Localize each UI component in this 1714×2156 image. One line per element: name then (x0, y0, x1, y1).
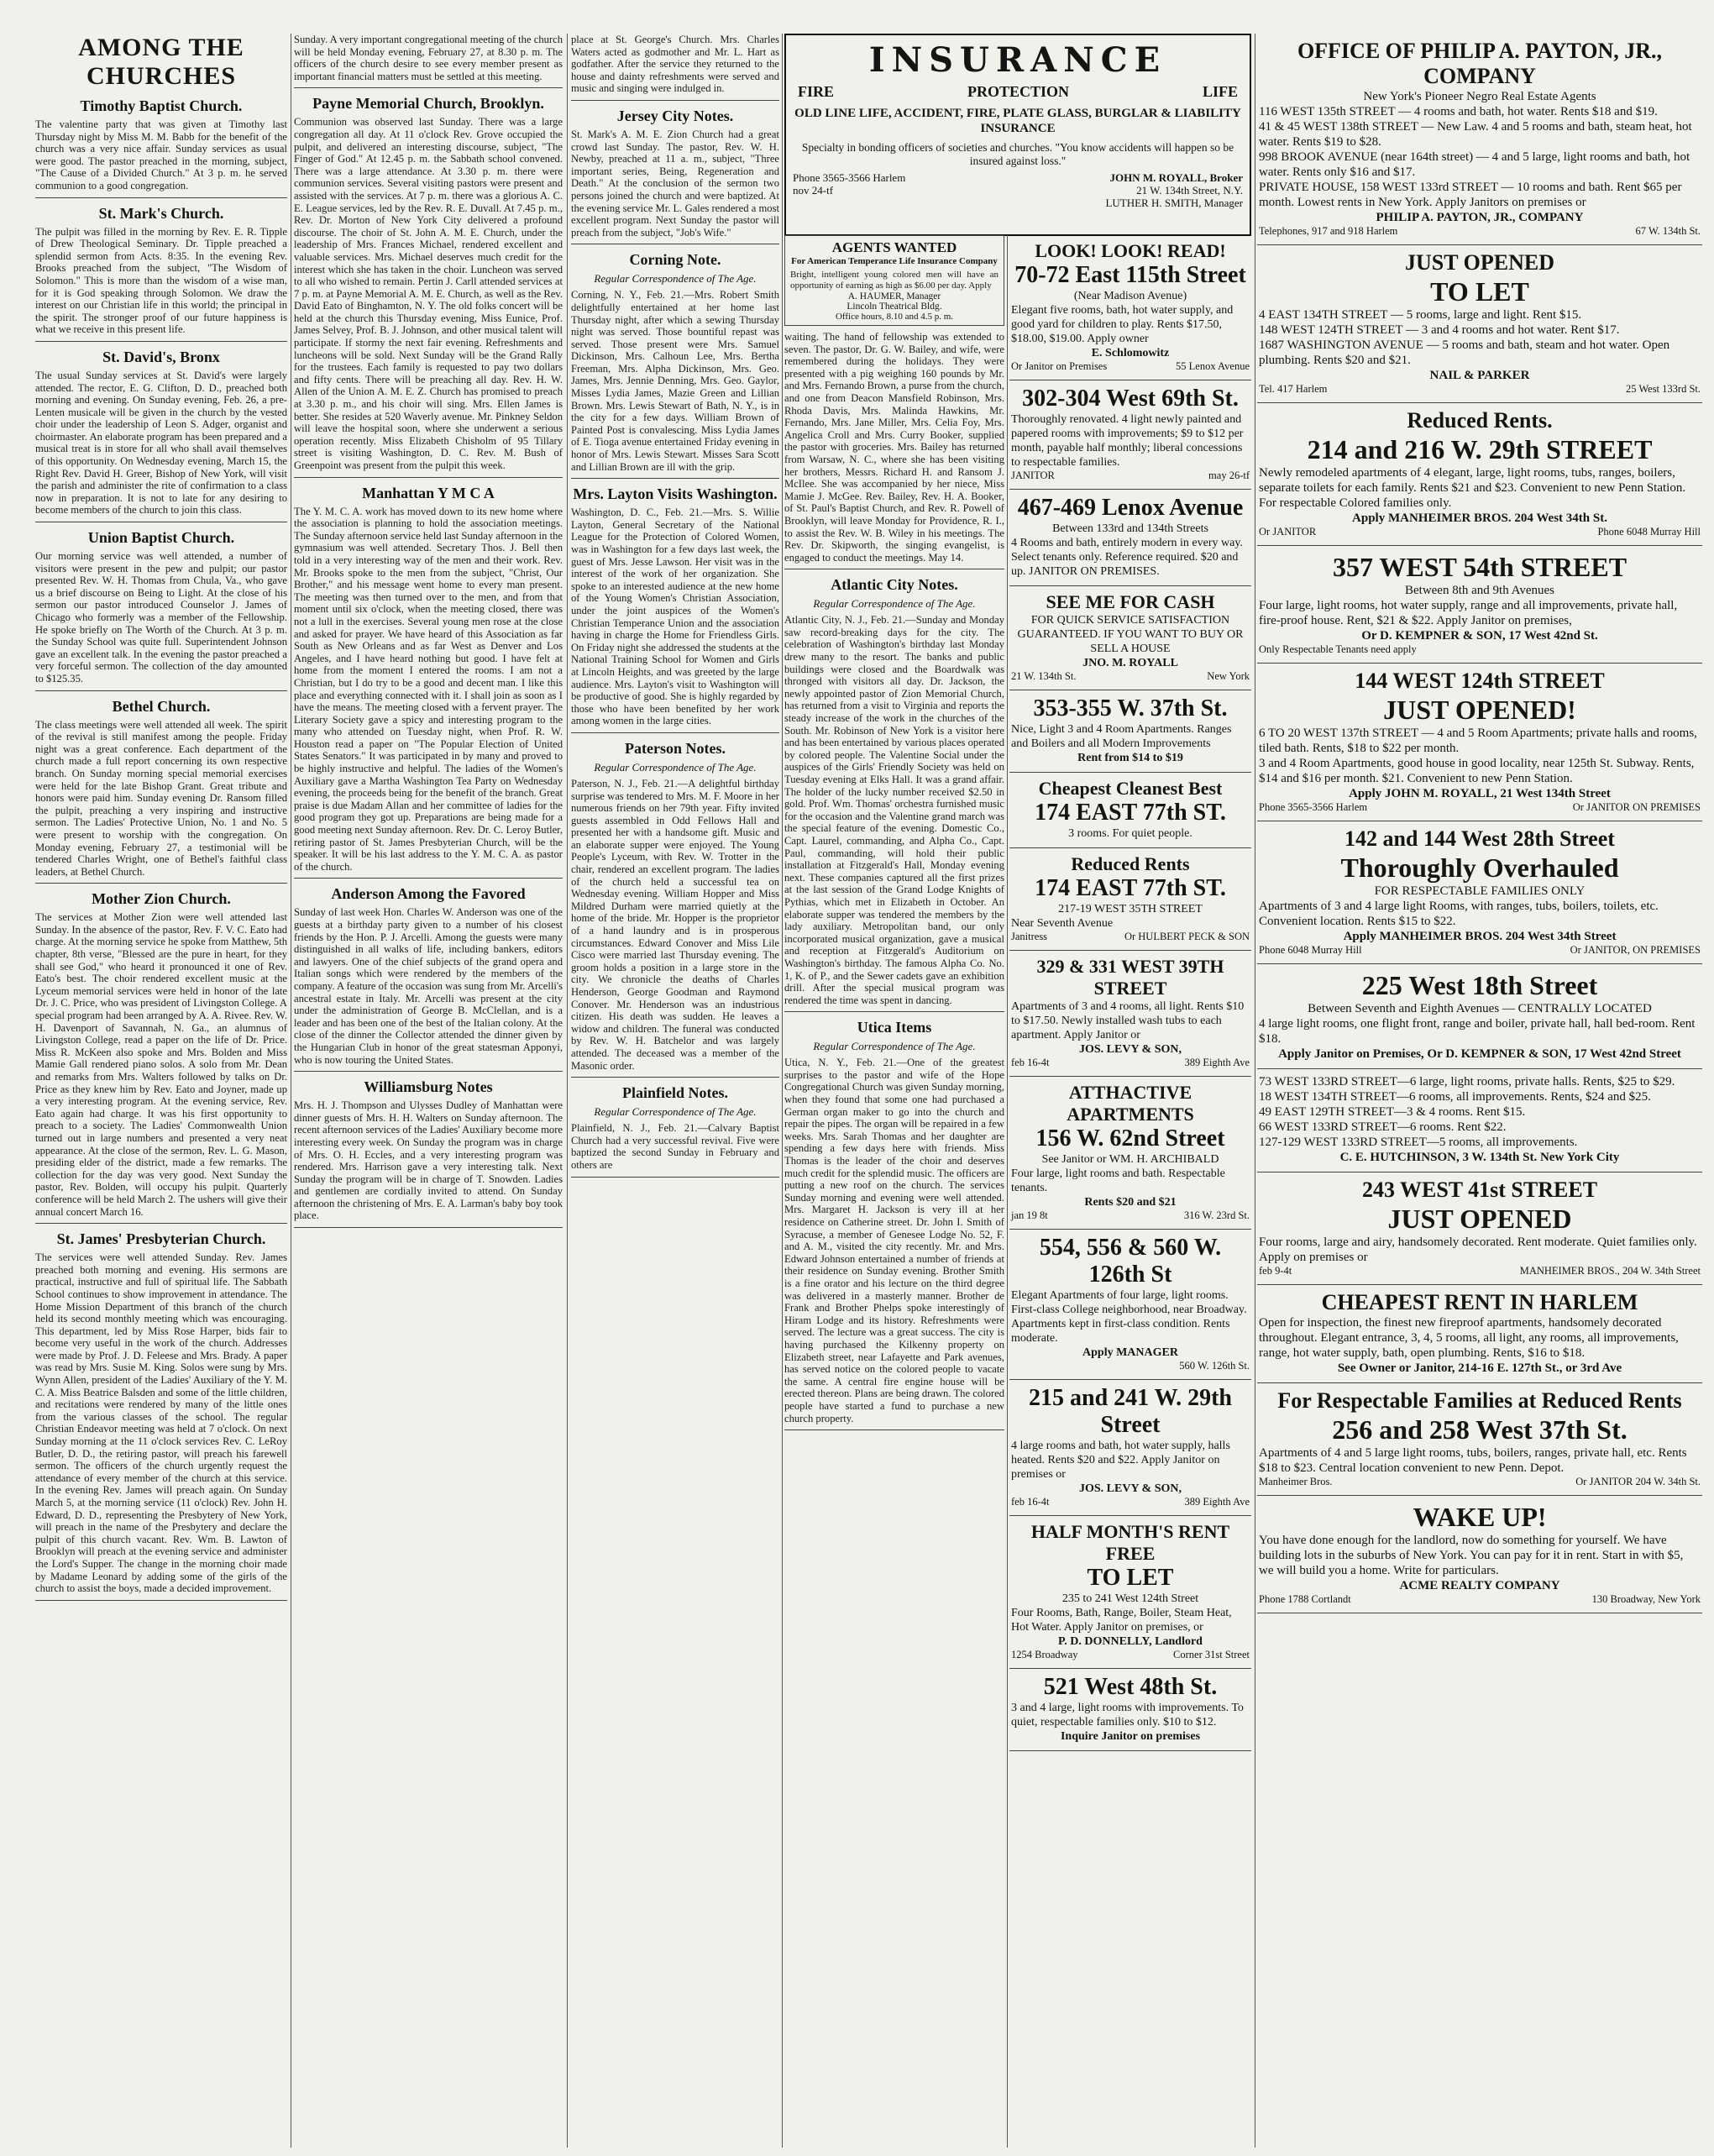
article-title: Mrs. Layton Visits Washington. (573, 485, 778, 503)
ad-address: TO LET (1430, 276, 1529, 307)
article-body: St. Mark's A. M. E. Zion Church had a great crowd last Sunday. The pastor, Rev. W. H. Newby, preached at 11 a. m., subject, "Three important series, Being, Regeneration and Death." At the conclusion of the sermon two persons joined the church and were baptized. At the evening service Mr. L. Gales rendered a most excellent program. Next Sunday the pastor will preach from the subject, "Job's Wife." (571, 128, 779, 239)
article-body: The valentine party that was given at Timothy last Thursday night by Miss M. M. Babb for the benefit of the church was a very nice affair. Sunday services as usual were good. The pastor preached in the morning, subject, "The Cause of a Divided Church." At 3 p. m. he served communion to a good congregation. (35, 118, 287, 191)
article-divider (784, 1429, 1004, 1430)
article-divider (294, 87, 563, 88)
article-body: Washington, D. C., Feb. 21.—Mrs. S. Willie Layton, General Secretary of the National League for the Protection of Colored Women, was in Washington for a few days last week, the guest of Mrs. Jesse Lawson. Her visit was in the interest of the work of her organization. She spoke to an interested audience at the new home of the Young Women's Christian Association, under the joint auspices of the Women's Christian Temperance Union and the association having in charge the Home for Friendless Girls. On Friday night she addressed the students at the National Training School for Women and Girls at Lincoln Heights, and was greeted by the large audience. Mrs. Layton's visit to Washington will be productive of good. She is highly regarded by those who have been benefited by her work among women in the large cities. (571, 506, 779, 727)
ad-footer-right: 389 Eighth Ave (1184, 1057, 1250, 1068)
ad-body: Apartments of 4 and 5 large light rooms, tubs, boilers, ranges, private hall, etc. Rents $18 to $23. Central location convenient to new Penn. Depot. (1259, 1446, 1687, 1475)
ad-footer (1011, 670, 1250, 683)
ad-footer (1011, 469, 1250, 482)
ad-listing: 116 WEST 135th STREET — 4 rooms and bath, hot water. Rents $18 and $19. (1259, 105, 1658, 118)
article-body: place at St. George's Church. Mrs. Charles Waters acted as godmother and Mr. L. Hart as godfather. After the service they returned to the house and dainty refreshments were served and music and singing were indulged in. (571, 34, 779, 95)
ad-body: Elegant five rooms, bath, hot water supply, and good yard for children to play. Rents $17.50, $18.00, $19.00. Apply owner (1011, 304, 1234, 345)
ad-body: Thoroughly renovated. 4 light newly painted and papered rooms with improvements; $9 to $12 per month, payable half monthly; liberal concessions to respectable families. (1011, 413, 1244, 469)
classified-ad (1257, 1285, 1702, 1383)
ad-address: 174 EAST 77th ST. (1035, 875, 1226, 901)
classified-ad (1257, 245, 1702, 403)
article-dateline: Regular Correspondence of The Age. (594, 272, 757, 286)
ad-body: 3 and 4 large, light rooms with improvements. To quiet, respectable families only. $10 to $12. (1011, 1702, 1244, 1728)
ad-body: Nice, Light 3 and 4 Room Apartments. Ranges and Boilers and all Modern Improvements (1011, 723, 1232, 750)
article-divider (571, 1177, 779, 1178)
ad-listing: 18 WEST 134TH STREET—6 rooms, all improvements. Rents, $24 and $25. (1259, 1090, 1651, 1104)
ad-body: Four large, light rooms, hot water supply, range and all improvements, private hall, fire-proof house. Rent, $21 & $22. Apply Janitor on premises, (1259, 599, 1678, 627)
ad-signature: See Owner or Janitor, 214-16 E. 127th St., or 3rd Ave (1337, 1361, 1622, 1375)
ad-address: Thoroughly Overhauled (1340, 852, 1619, 883)
ad-footer-left: 21 W. 134th St. (1011, 670, 1077, 682)
ad-footer (1011, 1057, 1250, 1069)
ad-footer-left: Phone 1788 Cortlandt (1259, 1593, 1351, 1605)
column-atlantic-utica (784, 235, 1004, 2148)
classified-ad (1009, 586, 1251, 690)
ad-footer-left: feb 16-4t (1011, 1496, 1050, 1508)
article-dateline: Regular Correspondence of The Age. (813, 1040, 976, 1053)
insurance-ad (784, 34, 1251, 236)
article-title: Williamsburg Notes (364, 1078, 493, 1096)
ad-listing: 73 WEST 133RD STREET—6 large, light rooms, private halls. Rents, $25 to $29. (1259, 1075, 1675, 1088)
ad-signature: P. D. DONNELLY, Landlord (1058, 1635, 1203, 1648)
ad-body: Near Seventh Avenue (1011, 917, 1114, 930)
ad-signature: JOS. LEVY & SON, (1078, 1482, 1182, 1495)
ad-signature: Rents $20 and $21 (1084, 1196, 1177, 1209)
ad-footer (1259, 383, 1701, 396)
ad-listing: 41 & 45 WEST 138th STREET — New Law. 4 and 5 rooms and bath, steam heat, hot water. Rents $19 to $28. (1259, 120, 1692, 149)
article-title: St. Mark's Church. (98, 204, 224, 222)
ad-footer-right: Or HULBERT PECK & SON (1124, 931, 1250, 942)
ad-address: 215 and 241 W. 29th Street (1029, 1385, 1232, 1438)
classified-ad (1009, 1077, 1251, 1230)
article-body: The class meetings were well attended all week. The spirit of the revival is still manifest among the people. Friday night was a great conference. Each department of the church made a full report concerning its own respective branch. On Sunday morning special memorial exercises were held for the late Bishop Grant. Great tribute and honors were paid him. Sunday evening Dr. Ransom filled the pulpit, preaching a very inspiring and instructive sermon. The Ladies' Protective Union, No. 1 and No. 5 were present to worship with the congregation. On Monday evening, February 27, a testimonial will be tendered Charles Wright, one of Bethel's faithful class leaders, at Bethel Church. (35, 718, 287, 878)
article-title: Bethel Church. (112, 697, 211, 715)
article-divider (571, 478, 779, 479)
ad-signature: ACME REALTY COMPANY (1399, 1579, 1560, 1592)
article-divider (35, 883, 287, 884)
ad-footer-left: Or JANITOR (1259, 526, 1317, 538)
ad-heading: SEE ME FOR CASH (1046, 591, 1215, 612)
article-divider (35, 197, 287, 198)
ad-address: 174 EAST 77th ST. (1035, 800, 1226, 826)
ad-heading: Cheapest Cleanest Best (1038, 778, 1223, 799)
ad-listing: 6 TO 20 WEST 137th STREET — 4 and 5 Room Apartments; private halls and rooms, tiled bath. Rents, $18 to $22 per month. (1259, 727, 1697, 755)
ad-subline: See Janitor or WM. H. ARCHIBALD (1041, 1153, 1219, 1166)
article-title: St. David's, Bronx (102, 348, 220, 365)
ad-footer-left: Tel. 417 Harlem (1259, 383, 1328, 395)
insurance-types (798, 83, 1238, 101)
ad-subline: Between 133rd and 134th Streets (1052, 522, 1208, 535)
insurance-specialty: Specialty in bonding officers of societies and churches. "You know accidents will happen so be insured against loss." (801, 141, 1234, 167)
ad-footer (1011, 360, 1250, 373)
insurance-phone: Phone 3565-3566 Harlem (793, 171, 906, 184)
ad-listing: 148 WEST 124TH STREET — 3 and 4 rooms and hot water. Rent $17. (1259, 323, 1620, 337)
ad-footer (1259, 1593, 1701, 1606)
article-title: Payne Memorial Church, Brooklyn. (312, 95, 544, 113)
agents-place: Lincoln Theatrical Bldg. (847, 302, 942, 312)
article-body: waiting. The hand of fellowship was extended to seven. The pastor, Dr. G. W. Bailey, and wife, were remembered during the holidays. They were presented with a pig weighing 160 pounds by Mr. and Mrs. Fernando Brown, a purse from the church, and one from Deacon Mansfield Robinson, Mrs. Rhoda Davis, Mrs. Malinda Hawkins, Mr. Fernando, Mrs. Jane Miller, Mrs. Celia Foy, Mrs. Angelica Croll and Mrs. Curry Booker, supplied the pastor with groceries. Mrs. Bailey has returned from Warsaw, N. C., where she has been visiting her brothers, Messrs. Richard H. and Ransom J. McIlee. She was accompanied by her niece, Miss Mamie J. McGee. Rev. Bailey, Rev. H. A. Booker, of St. Paul's Baptist Church, and Rev. R. Powell of Brooklyn, will leave Monday for Providence, R. I., to assist the Rev. W. B. Wiley in his meetings. The Rev. Dr. Skipworth, the singing evangelist, is engaged to conduct the meetings. May 14. (784, 331, 1004, 564)
article-divider (35, 1600, 287, 1601)
ad-body: 1687 WASHINGTON AVENUE — 5 rooms and bath, steam and hot water. Open plumbing. Rents $20 and $21. (1259, 338, 1670, 367)
ad-signature: JOS. LEVY & SON, (1078, 1043, 1182, 1056)
classified-ad (1257, 1496, 1702, 1613)
column-churches (35, 34, 287, 2148)
ad-footer-right: Or JANITOR ON PREMISES (1572, 801, 1701, 813)
classified-ad (1257, 1172, 1702, 1285)
ad-footer-right: 560 W. 126th St. (1179, 1360, 1250, 1372)
ad-listing: 49 EAST 129TH STREET—3 & 4 rooms. Rent $15. (1259, 1105, 1526, 1119)
ad-body: Four Rooms, Bath, Range, Boiler, Steam Heat, Hot Water. Apply Janitor on premises, or (1011, 1607, 1232, 1634)
article-title: Union Baptist Church. (87, 529, 235, 547)
ad-footer-left: Only Respectable Tenants need apply (1259, 643, 1417, 655)
classified-ad (1257, 821, 1702, 964)
ad-footer (1011, 931, 1250, 943)
article-divider (294, 1227, 563, 1228)
insurance-footer (793, 171, 1243, 209)
ad-footer-left: Phone 6048 Murray Hill (1259, 944, 1362, 956)
ad-footer-right: Phone 6048 Murray Hill (1597, 526, 1701, 538)
ad-footer-right: 67 W. 134th St. (1635, 225, 1701, 237)
column-rule (567, 34, 568, 2148)
ad-signature: JNO. M. ROYALL (1082, 657, 1178, 669)
classified-ad (1257, 964, 1702, 1069)
ad-address: 214 and 216 W. 29th STREET (1307, 434, 1653, 464)
ad-body: Four large, light rooms and bath. Respectable tenants. (1011, 1167, 1225, 1194)
ad-body: Four rooms, large and airy, handsomely decorated. Rent moderate. Quiet families only. Apply on premises or (1259, 1235, 1697, 1264)
ad-body: 4 large light rooms, one flight front, range and boiler, private hall, hall bed-room. Rent $18. (1259, 1017, 1696, 1046)
ad-subline: 235 to 241 West 124th Street (1061, 1592, 1199, 1605)
ad-signature: Inquire Janitor on premises (1060, 1730, 1201, 1743)
ad-subline: New York's Pioneer Negro Real Estate Agents (1363, 90, 1596, 103)
column-local-notes (571, 34, 779, 2148)
article-title: St. James' Presbyterian Church. (56, 1230, 266, 1248)
section-heading: AMONG THE CHURCHES (78, 34, 244, 90)
ad-footer-left: Telephones, 917 and 918 Harlem (1259, 225, 1398, 237)
ad-signature: Apply JOHN M. ROYALL, 21 West 134th Street (1349, 787, 1611, 800)
classified-ad (1009, 848, 1251, 951)
ad-address: 156 W. 62nd Street (1035, 1125, 1225, 1151)
classified-ad (1009, 1516, 1251, 1669)
ad-footer (1259, 1265, 1701, 1277)
column-rule (782, 34, 783, 2148)
ad-body: Apartments of 3 and 4 large light Rooms, with ranges, tubs, boilers, toilets, etc. Convenient location. Rents $15 to $22. (1259, 900, 1659, 928)
ad-body: Newly remodeled apartments of 4 elegant, large, light rooms, tubs, ranges, boilers, separate toilets for each family. Rents $21 and $23. Convenient to new Penn Station. For respectable Colored families only. (1259, 466, 1686, 510)
article-body: The services at Mother Zion were well attended last Sunday. In the absence of the pastor, Rev. F. V. C. Eato had charge. At the morning service he spoke from Matthew, 5th chapter, 8th verse, "Blessed are the pure in heart, for they shall see God," who heard it pronounced it one of Rev. Eato's best. The choir rendered excellent music at the Lyceum memorial services were held in honor of the late Dr. J. C. Price, who was president of Livingston College. A special program had been arranged by A. A. Rivee. Rev. W. H. Davenport of Savannah, N. Ga., an alumnus of Livingston College, read a paper on the life of Dr. Price. Miss R. McKeen also spoke and Mrs. Bolden and Miss Mamie Gall rendered piano solos. A solo from Mr. Dean and remarks from Mrs. Walters followed by talks on Dr. Price as they knew him by Rev. Eato and Joyner, made up a very interesting program. At the evening service, Rev. Eato again had charge. It was his first opportunity to preach to a society. The Ladies' Commonwealth Union turned out in large numbers and presented a very neat appearance. At the close of the sermon, Rev. L. G. Mason, presiding elder of the district, made a few remarks. The collection for the day was very good. Next Sunday the pastor, Rev. Bolden, will occupy his pulpit. Quarterly conference will be held March 2. The ushers will give their annual concert March 16. (35, 911, 287, 1218)
article-title: Paterson Notes. (625, 739, 726, 757)
ad-footer-right: 55 Lenox Avenue (1176, 360, 1250, 372)
ad-heading: ATTHACTIVE APARTMENTS (1067, 1082, 1194, 1125)
ad-address: 554, 556 & 560 W. 126th St (1039, 1235, 1222, 1288)
article-title: Manhattan Y M C A (362, 484, 495, 501)
classified-ad (1009, 490, 1251, 586)
article-divider (571, 1077, 779, 1078)
classified-ad (1009, 235, 1251, 380)
ad-listing: 4 EAST 134TH STREET — 5 rooms, large and light. Rent $15. (1259, 308, 1582, 322)
column-rule (1007, 235, 1008, 2148)
article-title: Atlantic City Notes. (831, 576, 958, 594)
ad-footer-right: Or JANITOR, ON PREMISES (1570, 944, 1701, 956)
article-body: Mrs. H. J. Thompson and Ulysses Dudley of Manhattan were dinner guests of Mrs. H. H. Walters on Sunday afternoon. The recent afternoon services of the Ladies' Auxiliary become more interesting every week. On Sunday the program was in charge of Mrs. O. H. Eccles, and a very interesting program was rendered. Mrs. Harrison gave a very interesting talk. Next Sunday the program will be in charge of T. Snowden. Ladies and gentlemen are cordially invited to attend. On Sunday afternoon the christening of Mrs. E. A. Larman's baby boy took place. (294, 1099, 563, 1222)
ad-address: 521 West 48th St. (1043, 1674, 1218, 1700)
ad-body: 3 and 4 Room Apartments, good house in good locality, near 125th St. Subway. Rents, $14 and $16 per month. $21. Convenient to new Penn Station. (1259, 757, 1695, 785)
ad-footer-right: Or JANITOR 204 W. 34th St. (1575, 1476, 1701, 1487)
article-title: Timothy Baptist Church. (80, 97, 243, 114)
ad-signature: PHILIP A. PAYTON, JR., COMPANY (1376, 211, 1584, 224)
classified-ad (1009, 773, 1251, 848)
protection-label: PROTECTION (967, 83, 1070, 100)
article-divider (35, 1223, 287, 1224)
ad-footer-right: 316 W. 23rd St. (1183, 1209, 1250, 1221)
article-body: Sunday. A very important congregational meeting of the church will be held Monday evening, February 27, at 8.30 p. m. The officers of the church desire to see every member present as important financial matters must be settled at this meeting. (294, 34, 563, 82)
article-body: Utica, N. Y., Feb. 21.—One of the greatest surprises to the pastor and wife of the Hope Congregational Church was given Sunday morning, when they found that some one had purchased a German organ maker to go into the church and repair the pipes. The organ will be repaired in a few weeks. Mrs. Sarah Thomas and her daughter are spending a few days here with friends. Miss Thomas is the leader of the choir and deserves much credit for the splendid music. The officers are putting a new roof on the church. The services Sunday morning and evening were well attended. Mrs. Margaret H. Jackson is very ill at her residence on Catherine street. Dr. John I. Smith of Syracuse, a member of Genesee Lodge No. 52, F. and A. M., visited the city recently. Mr. and Mrs. Edward Johnson entertained a number of friends at their residence on Sunday evening. Brother Smith is a fine orator and his lecture on the third degree was delivered in a masterly manner. Brother de Frank and Brother Phelps spoke interestingly of Hiram Lodge and its history. Refreshments were served. The lecture was a great success. The city is having purchased the Kilkenny property on Elizabeth street, near Lafayette and Park avenues, has served notice on the colored people to vacate the same. A central fire engine house will be erected thereon. Plans are being drawn. The colored people have started a fund to purchase a new church property. (784, 1057, 1004, 1424)
article-body: The usual Sunday services at St. David's were largely attended. The rector, E. G. Clifton, D. D., preached both morning and evening. On Sunday evening, Feb. 26, a pre-Lenten musicale will be given in the church by the vested choir under the leadership of Leon S. Adger, organist and choirmaster. An elaborate program has been prepared and a musical treat is in store for all who shall avail themselves of this opportunity. On Wednesday evening, March 15, the Right Rev. David H. Greer, Bishop of New York, will visit the parish and administer the rite of confirmation to a class now in preparation. It is not to late for any desiring to become members of the church to join this class. (35, 369, 287, 517)
ad-footer-right: may 26-tf (1208, 469, 1250, 481)
insurance-broker: JOHN M. ROYALL, Broker (1109, 171, 1243, 184)
classified-ad (1009, 380, 1251, 490)
insurance-title: INSURANCE (868, 40, 1167, 80)
article-title: Corning Note. (629, 251, 721, 269)
ad-address: 467-469 Lenox Avenue (1017, 495, 1244, 521)
ad-footer-left: feb 16-4t (1011, 1057, 1050, 1068)
article-list (35, 97, 287, 1601)
ad-address: JUST OPENED! (1383, 695, 1576, 725)
ad-heading: 142 and 144 West 28th Street (1344, 826, 1615, 851)
article-body: The services were well attended Sunday. Rev. James preached both morning and evening. His sermons are practical, instructive and full of spiritual life. The Sabbath School continues to show improvement in attendance. The Home Mission Department of this branch of the church held its second monthly meeting which was encouraging. This department, led by Miss Rose Harper, bids fair to become very useful in the work of the church. Addresses were made by Prof. J. D. Feleese and Mrs. Brady. A paper was read by Mrs. Susie M. King. Solos were sung by Mrs. Wynn Allen, president of the Ladies' Auxiliary of the Y. M. C. A. Miss Beatrice Balsden and some of the little children, and recitations were rendered by many of the little ones from the various classes of the school. The regular Christian Endeavor meeting was held at 7 o'clock. On next Sunday morning at the 11 o'clock services Rev. C. LeRoy Butler, D. D., the retiring pastor, will preach his farewell sermon. The officers of the church urgently request the attendance of every member of the church at this service. In the evening Rev. James will preach again. On Sunday March 5, at the morning service (11 o'clock) Rev. John H. Edward, D. D., representing the Presbytery of New York, will preach in the name of the Presbytery and declare the pulpit of this church vacant. Rev. Wm. B. Lawton of Brooklyn will preach at the evening service and administer the Lord's Supper. The change in the morning choir made by Madame Leonard by adding some of the girls of the church to assist the boys, made a decided improvement. (35, 1251, 287, 1595)
insurance-lines: OLD LINE LIFE, ACCIDENT, FIRE, PLATE GLASS, BURGLAR & LIABILITY INSURANCE (794, 107, 1241, 135)
ad-address: JUST OPENED (1387, 1204, 1572, 1234)
ad-subline: FOR RESPECTABLE FAMILIES ONLY (1374, 884, 1586, 898)
article-dateline: Regular Correspondence of The Age. (594, 1105, 757, 1119)
ad-listing: 66 WEST 133RD STREET—6 rooms. Rent $22. (1259, 1120, 1507, 1134)
classified-ad (1257, 1383, 1702, 1496)
ad-signature: Apply MANHEIMER BROS. 204 West 34th St. (1352, 511, 1607, 525)
article-divider (571, 100, 779, 101)
ad-footer (1011, 1360, 1250, 1372)
column-ads-news (784, 34, 1251, 2148)
column-payton-ads (1257, 34, 1702, 2148)
ad-footer (1259, 801, 1701, 814)
ad-body: 4 large rooms and bath, hot water supply, halls heated. Rents $20 and $22. Apply Janitor on premises or (1011, 1440, 1230, 1481)
article-divider (35, 690, 287, 691)
agents-text: Bright, intelligent young colored men will have an opportunity of earning as high as $6.00 per day. Apply (790, 270, 999, 291)
ad-footer (1259, 944, 1701, 957)
ad-body: 4 Rooms and bath, entirely modern in every way. Select tenants only. Reference required. $20 and up. JANITOR ON PREMISES. (1011, 537, 1243, 578)
ad-heading: 329 & 331 WEST 39TH STREET (1036, 956, 1224, 999)
classified-ad (1257, 546, 1702, 664)
ad-footer-left: Janitress (1011, 931, 1048, 942)
ad-footer-right: MANHEIMER BROS., 204 W. 34th Street (1519, 1265, 1701, 1277)
ad-footer-right: 389 Eighth Ave (1184, 1496, 1250, 1508)
ad-footer-left: Manheimer Bros. (1259, 1476, 1333, 1487)
ad-heading: LOOK! LOOK! READ! (1035, 240, 1226, 261)
column-real-estate-ads (1009, 235, 1251, 2148)
ad-footer-left: 1254 Broadway (1011, 1649, 1078, 1660)
ad-heading: 144 WEST 124th STREET (1355, 669, 1605, 693)
classified-ad (1009, 1230, 1251, 1380)
ad-address: 302-304 West 69th St. (1022, 386, 1239, 412)
article-body: Sunday of last week Hon. Charles W. Anderson was one of the guests at a birthday party given to a number of his closest friends by the Hon. P. J. Arcelli. Among the guests were many distinguished in all walks of life, including bankers, editors and lawyers. One of the chief subjects of the grand opera and Italian songs which were rendered by the members of the company. A feature of the occasion was sung from Mr. Arcelli's ancestral estate in Italy. Mr. Arcelli was present at the city under the administration of George B. McClellan, and is a leader and has been one of the best of the Italian colony. At the close of the dinner the Collector attended the dinner given by the Hungarian Club in honor of the great statesman Apponyi, who is now touring the United States. (294, 906, 563, 1066)
ad-subline: FOR QUICK SERVICE SATISFACTION GUARANTEED. IF YOU WANT TO BUY OR SELL A HOUSE (1017, 614, 1244, 655)
article-title: Utica Items (857, 1019, 932, 1036)
ad-address: TO LET (1087, 1565, 1174, 1591)
ad-address: 353-355 W. 37th St. (1033, 695, 1228, 721)
ad-address: 70-72 East 115th Street (1014, 262, 1246, 288)
article-title: Anderson Among the Favored (331, 885, 526, 903)
ad-footer-right: 130 Broadway, New York (1591, 1593, 1701, 1605)
ad-signature: Apply MANAGER (1082, 1346, 1178, 1359)
article-divider (571, 732, 779, 733)
ad-subline: 217-19 WEST 35TH STREET (1058, 903, 1203, 915)
ad-subline: Between Seventh and Eighth Avenues — CENTRALLY LOCATED (1308, 1002, 1652, 1015)
ad-footer-left: Or Janitor on Premises (1011, 360, 1108, 372)
ad-address: 357 WEST 54th STREET (1332, 552, 1628, 582)
article-divider (35, 341, 287, 342)
article-title: Jersey City Notes. (616, 107, 734, 124)
ad-listing: 998 BROOK AVENUE (near 164th street) — 4 and 5 large, light rooms and bath, hot water. Rents only $16 and $17. (1259, 150, 1690, 179)
ad-footer-left: JANITOR (1011, 469, 1055, 481)
article-body: Communion was observed last Sunday. There was a large congregation all day. At 11 o'clock Rev. Grove occupied the pulpit, and delivered an interesting discourse, subject, "The Finger of God." At 12.45 p. m. the Sabbath school convened. There was a large attendance. At 3.30 p. m. there were communion services. Several visiting pastors were present and assisted with the services. At 7 p. m. there was a glorious A. C. E. League services, led by the Rev. R. E. Duvall. At 7.45 p. m., Rev. Dr. Morton of New York City delivered a profound discourse. The choir of St. John A. M. E. Church, under the leadership of Mrs. Frances Michael, rendered excellent and valuable services. Mrs. Michael deserves much credit for the interest which she has taken in the choir. Luncheon was served to all who wished to remain. Pertin J. Carll attended services at 7 p. m. at Payne Memorial A. M. E. Church, as well as the Rev. David Eato of Binghamton, N. Y. The old folks concert will be held at the church this Thursday evening, Miss Eunice, Prof. James Selvey, Prof. B. J. Johnson, and other musical talent will participate. If stormy the next fair evening. Refreshments and luncheons will be sold. Next Sunday will be the Grand Rally for the trustees. Each family is requested to pay two dollars and fifty cents. There will be preaching all day. Rev. H. W. Allen of the Union A. M. E. Z. Church has promised to preach at 3.30 p. m., and his choir will sing. Mrs. Ellen James is better. She resides at 520 Waverly avenue. Mr. Pinkney Seldon will leave the hospital soon, where she underwent a serious operation recently. Miss Elizabeth Chisholm of 95 Tillary street is visiting Washington, D. C. Rev. M. Bush of Greenpoint was present from the pulpit this week. (294, 116, 563, 471)
ad-footer (1259, 1476, 1701, 1488)
article-body: Atlantic City, N. J., Feb. 21.—Sunday and Monday saw record-breaking days for the city. The celebration of Washington's birthday last Monday drew many to the resort. The banks and public buildings were closed and the Boardwalk was thronged with visitors all day. Dr. Jackson, the newly appointed pastor of Zion Memorial Church, has returned from a visit to Virginia and reports the steady increase of the work in the churches of the South. Mr. Robinson of New York is a visitor here and has been entertained by various places operated by colored people. The Valentine Social under the auspices of the Girls' Friendly Society was held on Tuesday evening at Elks Hall. It was a grand affair. The holder of the lucky number received $2.50 in gold. Prof. Wm. Thomas' orchestra furnished music for the occasion and the Valentine grand march was the special feature of the evening. Domestic Co., Capt. Laurel, commanding, and Alpha Co., Capt. Paul, commanding, will hold their public installation at Fitzgerald's Hall, Monday evening next. These companies captured all the first prizes at the last session of the Grand Lodge Knights of Pythias, which met in Elizabeth in October. An elaborate supper was tendered the members by the lady auxiliary. Metropolitan band, our only incorporated musical organization, gave a musical and reception at Fitzgerald's Auditorium on Washington's birthday. The famous Alpha Co. No. 1, K. of P., and the Sewer cadets gave an exhibition drill. After the special musical program was rendered the time was spent in dancing. (784, 614, 1004, 1006)
ad-body: Apartments of 3 and 4 rooms, all light. Rents $10 to $17.50. Newly installed wash tubs to each apartment. Apply Janitor or (1011, 1000, 1245, 1041)
insurance-manager: LUTHER H. SMITH, Manager (1105, 197, 1243, 209)
ad-signature: Or D. KEMPNER & SON, 17 West 42nd St. (1361, 629, 1598, 643)
agents-wanted-ad (784, 235, 1004, 326)
agents-title: AGENTS WANTED (831, 239, 957, 255)
classified-ad (1009, 1669, 1251, 1751)
classified-ad (1257, 1069, 1702, 1172)
article-dateline: Regular Correspondence of The Age. (813, 597, 976, 611)
ad-footer (1011, 1496, 1250, 1508)
agents-office-hours: Office hours, 8.10 and 4.5 p. m. (835, 312, 954, 322)
ad-footer (1011, 1649, 1250, 1661)
ad-subline: (Near Madison Avenue) (1073, 290, 1187, 302)
ad-signature: C. E. HUTCHINSON, 3 W. 134th St. New York City (1339, 1151, 1620, 1164)
fire-label: FIRE (798, 83, 835, 100)
ad-footer (1259, 643, 1701, 656)
ad-body: Elegant Apartments of four large, light rooms. First-class College neighborhood, near Broadway. Apartments kept in first-class condition. Rents moderate. (1011, 1289, 1247, 1345)
ad-footer-left: feb 9-4t (1259, 1265, 1292, 1277)
article-divider (784, 1011, 1004, 1012)
article-title: Mother Zion Church. (92, 890, 231, 908)
ad-footer-right: New York (1207, 670, 1250, 682)
article-divider (294, 878, 563, 879)
classified-ad (1009, 951, 1251, 1077)
ad-listing: 127-129 WEST 133RD STREET—5 rooms, all improvements. (1259, 1136, 1578, 1149)
insurance-address: 21 W. 134th Street, N.Y. (1136, 184, 1243, 197)
agents-name: A. HAUMER, Manager (847, 291, 941, 302)
ad-address: 256 and 258 West 37th St. (1332, 1414, 1628, 1445)
ad-signature: Apply MANHEIMER BROS. 204 West 34th Street (1343, 930, 1617, 943)
ad-heading: 243 WEST 41st STREET (1361, 1178, 1598, 1202)
ad-heading: Reduced Rents (1071, 853, 1190, 874)
article-list (784, 331, 1004, 1430)
ad-footer (1259, 225, 1701, 238)
ad-subline: Between 8th and 9th Avenues (1404, 584, 1554, 597)
ad-signature: Rent from $14 to $19 (1077, 752, 1183, 764)
ad-heading: For Respectable Families at Reduced Rents (1277, 1388, 1682, 1413)
agents-subtitle: For American Temperance Life Insurance Company (791, 256, 998, 266)
ad-listing: PRIVATE HOUSE, 158 WEST 133rd STREET — 10 rooms and bath. Rent $65 per month. Lowest rents in New York. Apply Janitors on premises or (1259, 181, 1682, 209)
article-body: Plainfield, N. J., Feb. 21.—Calvary Baptist Church had a very successful revival. Five were baptized the second Sunday in February and others are (571, 1122, 779, 1171)
article-body: Paterson, N. J., Feb. 21.—A delightful birthday surprise was tendered to Mrs. M. F. Moore in her numerous friends on her 79th year. Fifty invited guests assembled in Odd Fellows Hall and presented her with a handsome gift. Music and an elaborate supper were enjoyed. The Young People's Lyceum, with Rev. W. Trotter in the chair, rendered an excellent program. The ladies of the church held a successful tea on Wednesday evening. William Hopper and Miss Mildred Durham were married quietly at the home of the bride. Mr. Hopper is the proprietor of a hand laundry and is in prosperous circumstances. Edward Conover and Miss Lile Cisco were married last Thursday evening. The groom holds a position in a large store in the city. We chronicle the deaths of Charles Henderson, George Goodman and Raymond Conover. Mr. Henderson was an industrious citizen. His death was sudden. He leaves a widow and children. The funeral was conducted by Rev. W. H. Batchelor and was largely attended. The deceased was a member of the Masonic order. (571, 777, 779, 1072)
ad-heading: CHEAPEST RENT IN HARLEM (1321, 1290, 1638, 1314)
ad-footer (1011, 1209, 1250, 1222)
article-divider (294, 1071, 563, 1072)
article-body: Our morning service was well attended, a number of visitors were present in the pew and pulpit; our pastor presented Rev. W. H. Thomas from Chula, Va., who gave us a brief discourse on Being to Light. At the close of his sermon our pastor introduced Counselor J. James of Chicago who formerly was a member of the Fellowship. He spoke briefly on The Worth of the Church. At 3 p. m. the Sunday School was quite full. Superintendent Johnson gave an excellent talk. In the evening the pastor preached a very forceful sermon. The collection of the day amounted to $125.35. (35, 550, 287, 685)
ad-body: You have done enough for the landlord, now do something for yourself. We have building lots in the suburbs of New York. You can pay for it in rent. Start in with $5, we will build you a home. Write for particulars. (1259, 1534, 1684, 1577)
article-dateline: Regular Correspondence of The Age. (594, 760, 757, 774)
ad-signature: Apply Janitor on Premises, Or D. KEMPNER & SON, 17 West 42nd Street (1278, 1047, 1681, 1061)
life-label: LIFE (1202, 83, 1238, 100)
ad-body: Open for inspection, the finest new fireproof apartments, handsomely decorated throughout. Elegant entrance, 3, 4, 5 rooms, all light, any rooms, all improvements, range, hot water supply, bath, open plumbing. Rents, $16 to $18. (1259, 1316, 1679, 1360)
article-divider (294, 477, 563, 478)
ad-heading: JUST OPENED (1405, 250, 1554, 275)
ad-footer-right: 25 West 133rd St. (1625, 383, 1701, 395)
ad-address: WAKE UP! (1413, 1502, 1547, 1532)
classified-ad (1257, 34, 1702, 245)
ad-address: 225 West 18th Street (1361, 970, 1598, 1000)
article-body: Corning, N. Y., Feb. 21.—Mrs. Robert Smith delightfully entertained at her home last Thursday night, after which a sewing Thursday night was served. Those bountiful repast was served. Those present were Mrs. Samuel Dickinson, Mrs. Calhoun Lee, Mrs. Bertha Freeman, Mrs. Alpha Dickinson, Mrs. Geo. James, Mrs. Jennie Denning, Mrs. Geo. Gaylor, Misses Lydia James, Mazie Green and Lillian Brown. Mrs. Lewis Stewart of Bath, N. Y., is in the city for a few days. William Brown of Painted Post is convalescing. Miss Lydia James of E. Tioga avenue entertained Friday evening in honor of Mrs. Lewis Stewart. Misses Sara Scott and Lillian Brown are ill with the grip. (571, 289, 779, 473)
ad-heading: HALF MONTH'S RENT FREE (1030, 1521, 1230, 1564)
ad-heading: OFFICE OF PHILIP A. PAYTON, JR., COMPANY (1297, 39, 1663, 88)
ad-footer-left: jan 19 8t (1011, 1209, 1048, 1221)
ad-heading: Reduced Rents. (1407, 408, 1553, 433)
ad-footer-left: Phone 3565-3566 Harlem (1259, 801, 1368, 813)
article-body: The pulpit was filled in the morning by Rev. E. R. Tipple of Drew Theological Seminary. Dr. Tipple preached a splendid sermon from Acts. 8:35. In the evening Rev. Brooks preached from the subject, "The Wisdom of Solomon." This is more than the wisdom of a wise man, for it is God speaking through Solomon. We draw the interest on our Christian life in this world; the principal in the spirit. The stronger proof of our future happiness is what we receive in this present life. (35, 225, 287, 336)
classified-ad (1009, 1380, 1251, 1516)
article-title: Plainfield Notes. (622, 1084, 728, 1102)
ad-footer (1259, 526, 1701, 538)
column-church-news (294, 34, 563, 2148)
classified-ad (1257, 664, 1702, 821)
article-body: The Y. M. C. A. work has moved down to its new home where the association is planning to hold the association meetings. The Sunday afternoon service held last Sunday afternoon in the gymnasium was well attended. Secretary Thos. J. Bell then told in a very interesting way of the men and their work. Rev. Mr. Brooks spoke to the men from the subject, "Christ, Our Brother," and his message went home to every man present. The meeting was then turned over to the men, and from that moment until six o'clock, when the meeting closed, there was not a lull in the exercises. Several young men rose at the close and asked for prayer. We have heard of this Association as far South as New Orleans and as far West as Denver and Los Angeles, and I have heard nothing but good. I have felt at home from the moment I entered the rooms. I am not a Christian, but I do try to be a good and decent man. I like this place and everything connected with it. I shall join as soon as I have the means. The meeting closed with a fervent prayer. The Literary Society gave a spicy and interesting program to the many who attended on Tuesday night, when Prof. R. W. Houston read a paper on "The Popular Election of United States Senators." It was participated in by many and proved to be highly instructive and helpful. The ladies of the Women's Auxiliary gave a Martha Washington Tea Party on Wednesday evening, the proceeds being for the benefit of the branch. Great praise is due Madam Allan and her committee of ladies for the good program they got up. Preparations are being made for a good meeting next Sunday afternoon. Rev. Dr. C. Leroy Butler, retiring pastor of St. James Presbyterian Church, will be the speaker. It will be his last address to the Y. M. C. A. as pastor of the church. (294, 505, 563, 873)
insurance-date: nov 24-tf (793, 184, 834, 197)
ad-signature: E. Schlomowitz (1091, 347, 1170, 359)
ad-signature: NAIL & PARKER (1429, 369, 1530, 382)
classified-ad (1009, 690, 1251, 773)
ad-subline: 3 rooms. For quiet people. (1068, 827, 1192, 840)
ad-footer-right: Corner 31st Street (1173, 1649, 1250, 1660)
classified-ad (1257, 403, 1702, 546)
